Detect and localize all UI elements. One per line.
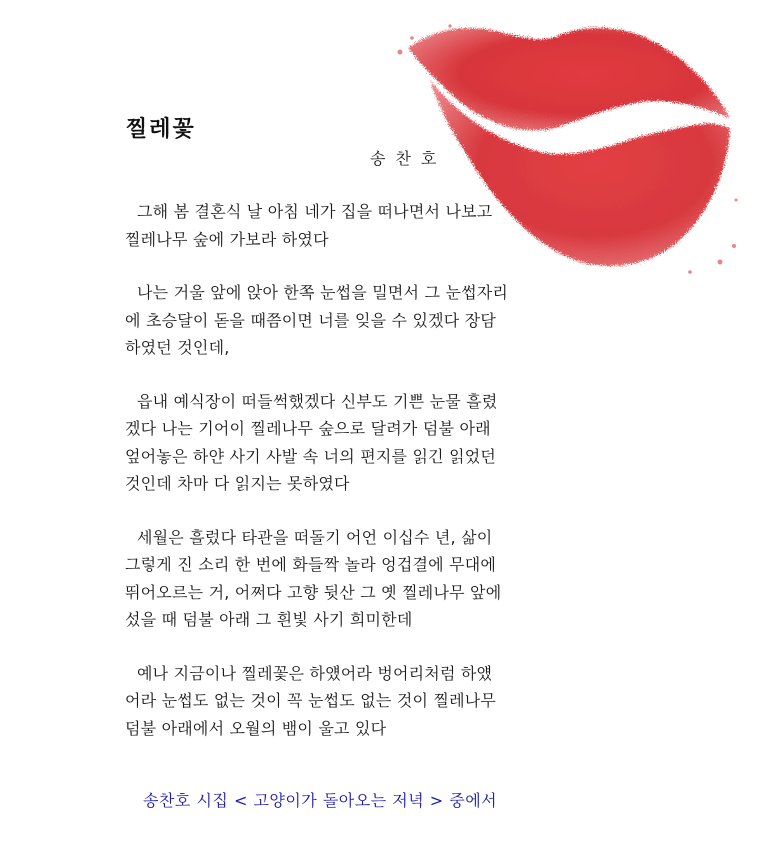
poem-line: 예나 지금이나 찔레꽃은 하얬어라 벙어리처럼 하얬 xyxy=(137,663,493,683)
poem-line: 그해 봄 결혼식 날 아침 네가 집을 떠나면서 나보고 xyxy=(137,202,493,221)
poem-line: 나는 거울 앞에 앉아 한쪽 눈썹을 밀면서 그 눈썹자리 xyxy=(137,283,509,302)
poem-line: 섰을 때 덤불 아래 그 흰빛 사기 희미한데 xyxy=(125,610,413,629)
stanza-5 xyxy=(125,660,525,743)
stanza-1 xyxy=(125,198,525,253)
poem-line: 에 초승달이 돋을 때쯤이면 너를 잊을 수 있겠다 장담 xyxy=(125,310,497,330)
poem-line: 것인데 차마 다 읽지는 못하였다 xyxy=(125,474,350,493)
poem-body xyxy=(125,198,525,768)
poem-author: 송찬호 xyxy=(370,149,447,168)
stanza-2 xyxy=(125,279,525,362)
poem-source-citation: 송찬호 시집 < 고양이가 돌아오는 저녁 > 중에서 xyxy=(143,791,498,810)
poem-line: 그렇게 진 소리 한 번에 화들짝 놀라 엉겁결에 무대에 xyxy=(125,555,497,574)
stanza-3 xyxy=(125,388,525,498)
poem-line: 뛰어오르는 거, 어쩌다 고향 뒷산 그 옛 찔레나무 앞에 xyxy=(125,582,502,602)
poem-line: 겠다 나는 기어이 찔레나무 숲으로 달려가 덤불 아래 xyxy=(125,419,491,438)
poem-line: 찔레나무 숲에 가보라 하였다 xyxy=(125,229,329,249)
stanza-4 xyxy=(125,524,525,634)
poem-title: 찔레꽃 xyxy=(126,117,196,142)
poem-line: 하였던 것인데, xyxy=(125,338,230,357)
poem-line: 어라 눈썹도 없는 것이 꼭 눈썹도 없는 것이 찔레나무 xyxy=(125,691,497,710)
poem-line: 세월은 흘렀다 타관을 떠돌기 어언 이십수 년, 삶이 xyxy=(137,527,493,547)
poem-line: 엎어놓은 하얀 사기 사발 속 너의 편지를 읽긴 읽었던 xyxy=(125,446,497,466)
poem-line: 읍내 예식장이 떠들썩했겠다 신부도 기쁜 눈물 흘렸 xyxy=(137,391,498,411)
poem-line: 덤불 아래에서 오월의 뱀이 울고 있다 xyxy=(125,718,387,738)
